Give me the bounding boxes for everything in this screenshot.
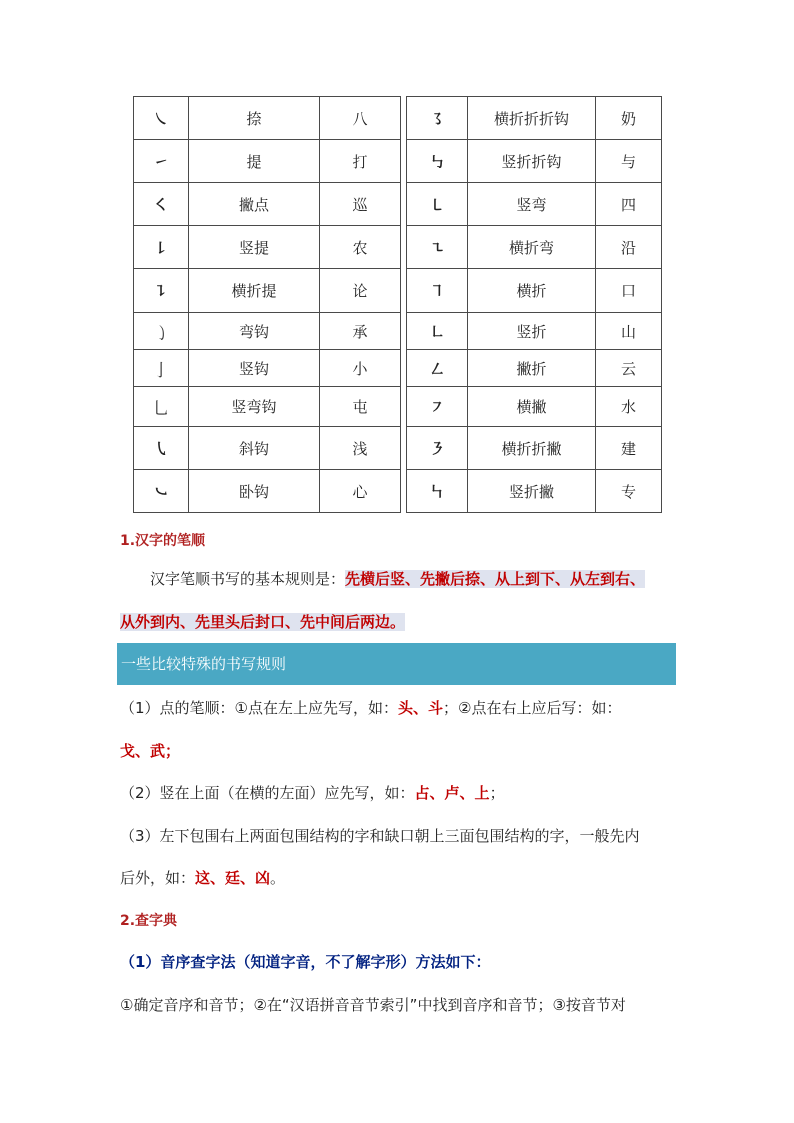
stroke-example-char: 论 [320, 269, 401, 313]
stroke-example-char: 承 [320, 313, 401, 350]
stroke-order-rule-line1 [150, 569, 710, 589]
stroke-name: 提 [189, 140, 320, 183]
stroke-name: 竖钩 [189, 350, 320, 387]
right-row [407, 313, 662, 350]
left-row [134, 313, 401, 350]
stroke-example-char: 八 [320, 97, 401, 140]
rule1-end: ； [165, 742, 181, 760]
stroke-symbol: ㇌ [407, 97, 468, 140]
strokes-table-right [406, 96, 662, 513]
dictionary-steps: ①确定音序和音节；②在“汉语拼音音节索引”中找到音序和音节；③按音节对 [120, 996, 626, 1014]
left-row [134, 140, 401, 183]
left-row [134, 427, 401, 470]
stroke-symbol: ㇉ [407, 140, 468, 183]
rule2-text: （2）竖在上面（在横的左面）应先写，如： [120, 784, 415, 802]
stroke-name: 横折折撇 [468, 427, 596, 470]
stroke-symbol: ㇙ [134, 226, 189, 269]
left-row [134, 470, 401, 513]
stroke-name: 横撇 [468, 387, 596, 427]
right-row [407, 427, 662, 470]
stroke-name: 弯钩 [189, 313, 320, 350]
stroke-example-char: 云 [596, 350, 662, 387]
special-rule-1-line2 [120, 741, 680, 761]
stroke-example-char: 与 [596, 140, 662, 183]
stroke-name: 捺 [189, 97, 320, 140]
stroke-example-char: 口 [596, 269, 662, 313]
stroke-order-rule-line2 [120, 612, 680, 632]
stroke-name: 竖提 [189, 226, 320, 269]
rule1-text: （1）点的笔顺：①点在左上应先写，如： [120, 699, 398, 717]
right-row [407, 97, 662, 140]
stroke-name: 横折提 [189, 269, 320, 313]
right-row [407, 387, 662, 427]
stroke-name: 撇点 [189, 183, 320, 226]
special-rule-2 [120, 783, 680, 803]
stroke-symbol: 乚 [134, 387, 189, 427]
stroke-symbol: ㇜ [407, 350, 468, 387]
right-row [407, 470, 662, 513]
section-title-dictionary: 2.查字典 [120, 913, 178, 929]
stroke-example-char: 奶 [596, 97, 662, 140]
stroke-example-char: 屯 [320, 387, 401, 427]
stroke-name: 横折弯 [468, 226, 596, 269]
left-row [134, 350, 401, 387]
special-rule-3-line1: （3）左下包围右上两面包围结构的字和缺口朝上三面包围结构的字，一般先内 [120, 827, 640, 845]
rule3-example: 这、廷、凶 [195, 869, 271, 887]
stroke-symbol: ㇇ [407, 387, 468, 427]
right-row [407, 140, 662, 183]
left-row [134, 387, 401, 427]
left-row [134, 269, 401, 313]
rule3-text: 后外，如： [120, 869, 196, 887]
dictionary-method-1 [120, 952, 680, 972]
stroke-order-rule-a: 先横后竖、先撇后捺、从上到下、从左到右、 [345, 570, 646, 588]
left-row [134, 97, 401, 140]
method1-heading: （1）音序查字法（知道字音，不了解字形）方法如下： [120, 953, 491, 971]
rule3-end: 。 [270, 869, 286, 887]
special-rule-3-line2 [120, 868, 680, 888]
section-title-stroke-order: 1.汉字的笔顺 [120, 533, 206, 549]
rule2-example: 占、卢、上 [414, 784, 490, 802]
stroke-example-char: 小 [320, 350, 401, 387]
right-row [407, 226, 662, 269]
stroke-example-char: 浅 [320, 427, 401, 470]
stroke-order-rule-b: 从外到内、先里头后封口、先中间后两边。 [120, 613, 406, 631]
stroke-name: 竖折 [468, 313, 596, 350]
stroke-name: 横折 [468, 269, 596, 313]
special-rule-1-line1 [120, 698, 680, 718]
stroke-name: 斜钩 [189, 427, 320, 470]
rule1-example-a: 头、斗 [398, 699, 444, 717]
rule1-example-b: 戈、武 [120, 742, 166, 760]
stroke-symbol: ㇗ [407, 313, 468, 350]
stroke-name: 竖折折钩 [468, 140, 596, 183]
left-row [134, 183, 401, 226]
stroke-example-char: 心 [320, 470, 401, 513]
stroke-symbol: ㇁ [134, 313, 189, 350]
stroke-name: 横折折折钩 [468, 97, 596, 140]
stroke-symbol: ㇄ [407, 183, 468, 226]
stroke-name: 竖折撇 [468, 470, 596, 513]
stroke-example-char: 农 [320, 226, 401, 269]
stroke-order-intro: 汉字笔顺书写的基本规则是： [150, 570, 346, 588]
stroke-symbol: ㇕ [407, 269, 468, 313]
stroke-example-char: 专 [596, 470, 662, 513]
stroke-example-char: 建 [596, 427, 662, 470]
stroke-name: 竖弯钩 [189, 387, 320, 427]
stroke-example-char: 四 [596, 183, 662, 226]
special-rules-banner: 一些比较特殊的书写规则 [117, 643, 676, 685]
stroke-symbol: 亅 [134, 350, 189, 387]
stroke-example-char: 山 [596, 313, 662, 350]
stroke-symbol: ㇛ [134, 183, 189, 226]
stroke-example-char: 水 [596, 387, 662, 427]
stroke-symbol: ㇋ [407, 427, 468, 470]
stroke-example-char: 巡 [320, 183, 401, 226]
strokes-table-left [133, 96, 401, 513]
stroke-symbol: ㇀ [134, 140, 189, 183]
stroke-name: 竖弯 [468, 183, 596, 226]
stroke-symbol: ㇞ [407, 470, 468, 513]
stroke-symbol: ㇏ [134, 97, 189, 140]
stroke-example-char: 打 [320, 140, 401, 183]
rule2-end: ； [489, 784, 505, 802]
stroke-symbol: ㇊ [134, 269, 189, 313]
right-row [407, 269, 662, 313]
stroke-example-char: 沿 [596, 226, 662, 269]
right-row [407, 350, 662, 387]
right-row [407, 183, 662, 226]
stroke-symbol: ㇂ [134, 427, 189, 470]
left-row [134, 226, 401, 269]
stroke-symbol: ㇃ [134, 470, 189, 513]
stroke-symbol: ㇍ [407, 226, 468, 269]
stroke-name: 撇折 [468, 350, 596, 387]
stroke-name: 卧钩 [189, 470, 320, 513]
rule1-text-mid: ；②点在右上应后写：如： [443, 699, 622, 717]
